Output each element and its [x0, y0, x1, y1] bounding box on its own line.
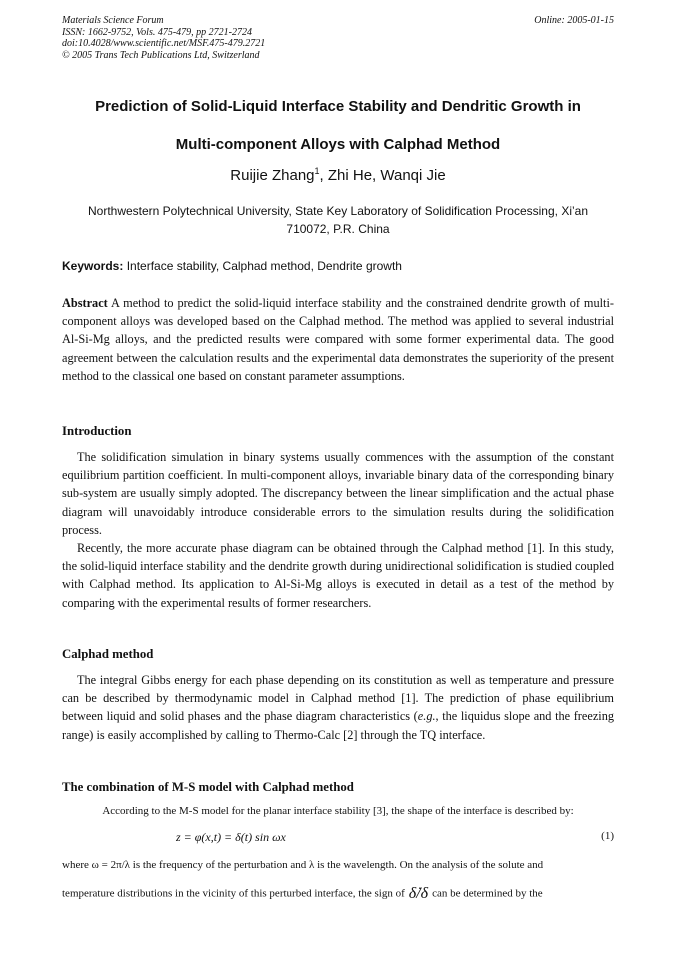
- where-text-line-2: [62, 885, 614, 903]
- keywords-label: Keywords:: [62, 259, 124, 273]
- abstract-text: A method to predict the solid-liquid interface stability and the constrained dendrite growth of multi-component alloys was developed based on the Calphad method. The method was applied to several industrial Al-Si-Mg alloys, and the predicted results were compared with some former experimental data. The good agreement between the calculation results and the experimental data demonstrates the superiority of the present method to the classical one based on constant parameter assumptions.: [62, 296, 614, 383]
- copyright: © 2005 Trans Tech Publications Ltd, Switzerland: [62, 49, 260, 61]
- where-text-line-1: where ω = 2π/λ is the frequency of the perturbation and λ is the wavelength. On the analysis of the solute and: [62, 859, 544, 871]
- author-1: Ruijie Zhang: [230, 167, 315, 184]
- issn: ISSN: 1662-9752, Vols. 475-479, pp 2721-2724: [62, 26, 252, 38]
- other-authors: , Zhi He, Wanqi Jie: [319, 167, 446, 184]
- delta-ratio-symbol: δ̇/δ: [408, 885, 429, 902]
- online-date: Online: 2005-01-15: [534, 15, 614, 26]
- authors: [62, 166, 614, 184]
- calphad-text-after: , the liquidus slope and the freezing range) is easily accomplished by calling to Thermo-Calc [2] through the TQ interface.: [62, 709, 614, 742]
- where2-before: temperature distributions in the vicinity of this perturbed interface, the sign of: [62, 887, 405, 900]
- doi: doi:10.4028/www.scientific.net/MSF.475-479.2721: [62, 38, 266, 49]
- where2-after: can be determined by the: [432, 887, 543, 900]
- paper-title: [62, 88, 614, 164]
- section-heading-calphad: Calphad method: [62, 647, 154, 661]
- journal-name: Materials Science Forum: [62, 15, 164, 26]
- author-1-affiliation-mark: 1: [314, 166, 320, 176]
- calphad-text-before: The integral Gibbs energy for each phase depending on its constitution as well as temperature and pressure can be described by thermodynamic model in Calphad method [1]. The prediction of phase equilibrium between liquid and solid phases and the phase diagram characteristics (: [62, 673, 614, 724]
- affiliation-line-1: Northwestern Polytechnical University, State Key Laboratory of Solidification Processing, Xi’an: [87, 204, 588, 218]
- calphad-paragraph-1: [62, 671, 614, 744]
- affiliation: [62, 202, 614, 238]
- abstract: [62, 294, 614, 385]
- introduction-paragraph-1: The solidification simulation in binary systems usually commences with the assumption of the constant equilibrium partition coefficient. In multi-component alloys, invariable binary data of the corresponding binary sub-system are usually simply adopted. The discrepancy between the linear simplification and the actual phase diagram will unavoidably introduce considerable errors to the simulation results during the solidification process.: [62, 450, 614, 537]
- introduction-paragraph-2: Recently, the more accurate phase diagram can be obtained through the Calphad method [1]. In this study, the solid-liquid interface stability and the dendrite growth during unidirectional solidification is studied coupled with Calphad method. Its application to Al-Si-Mg alloys is executed in detail as a test of the method by comparing with the experimental results of former researchers.: [62, 541, 614, 610]
- title-line-1: Prediction of Solid-Liquid Interface Stability and Dendritic Growth in: [95, 98, 581, 115]
- keywords-text: Interface stability, Calphad method, Dendrite growth: [126, 259, 402, 273]
- abstract-label: Abstract: [62, 296, 108, 310]
- title-line-2: Multi-component Alloys with Calphad Method: [175, 136, 501, 153]
- keywords: [62, 259, 614, 273]
- equation-number: (1): [601, 830, 614, 842]
- section-heading-combination: The combination of M-S model with Calphad method: [62, 780, 354, 794]
- journal-header: [62, 15, 614, 61]
- affiliation-line-2: 710072, P.R. China: [286, 222, 390, 236]
- equation-1: z = φ(x,t) = δ(t) sin ωx: [176, 830, 286, 844]
- section-heading-introduction: Introduction: [62, 424, 132, 438]
- combination-intro: According to the M-S model for the planar interface stability [3], the shape of the interface is described by:: [102, 805, 574, 817]
- calphad-eg: e.g.: [417, 709, 436, 724]
